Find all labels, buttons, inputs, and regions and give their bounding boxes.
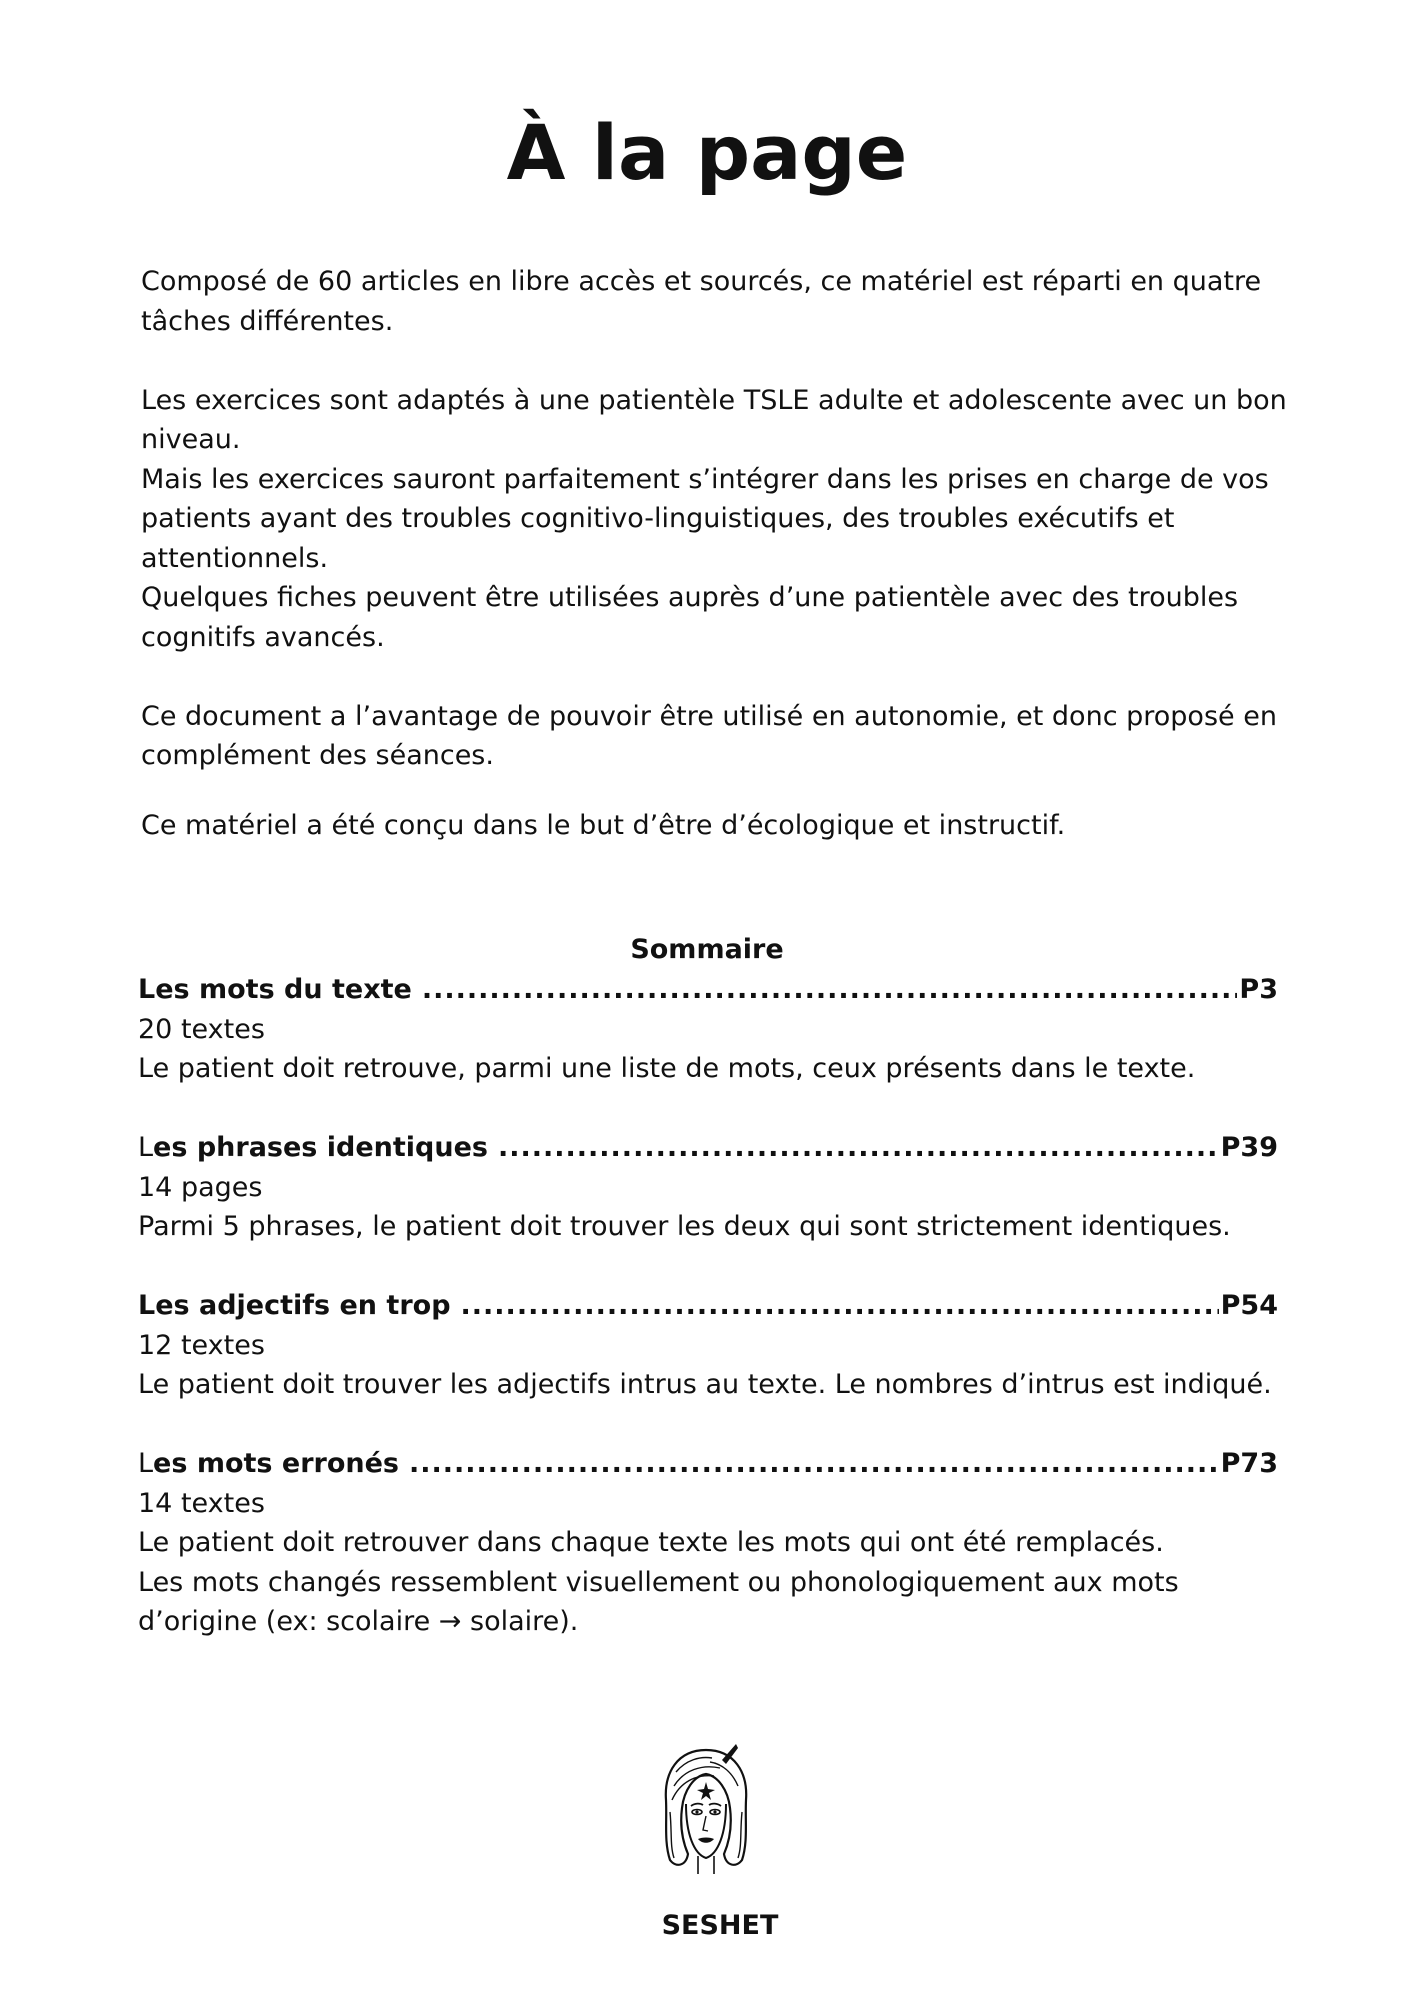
toc-entry-title: L es mots erronés ..... P73 [138,1444,1278,1484]
toc-entry [138,1128,1278,1247]
intro-paragraph: Ce document a l’avantage de pouvoir être utilisé en autonomie, et donc proposé en complément des séances. [141,700,1277,771]
intro-paragraph: Quelques fiches peuvent être utilisées auprès d’une patientèle avec des troubles cognitifs avancés. [141,582,1239,653]
toc-entry-count: 12 textes [138,1329,265,1361]
logo-name: SESHET [661,1910,779,1941]
toc-page-number: P39 [1220,1132,1278,1163]
toc-entry [138,1444,1278,1642]
toc-entry-title: Les mots du texte ..... P3 [138,970,1278,1010]
toc-page-number: P54 [1220,1290,1278,1321]
toc-entry-description: Les mots changés ressemblent visuellement ou phonologiquement aux mots d’origine (ex: scolaire → solaire). [138,1566,1179,1637]
toc-page-number: P73 [1220,1448,1278,1479]
toc-entry-description: Le patient doit retrouver dans chaque texte les mots qui ont été remplacés. [138,1527,1164,1558]
toc-entry-count: 20 textes [138,1013,265,1045]
intro-section [141,262,1321,845]
toc-entry-description: Parmi 5 phrases, le patient doit trouver les deux qui sont strictement identiques. [138,1211,1231,1242]
toc-leader-dots [498,1128,1219,1168]
toc-leader-dots [422,970,1238,1010]
toc-entry-count: 14 textes [138,1487,265,1519]
toc-heading: Sommaire [630,934,784,965]
toc-entry-description: Le patient doit retrouve, parmi une liste de mots, ceux présents dans le texte. [138,1053,1196,1084]
toc-page-number: P3 [1239,974,1278,1005]
intro-paragraph: Les exercices sont adaptés à une patientèle TSLE adulte et adolescente avec un bon niveau. [141,384,1287,455]
toc-entry [138,1286,1278,1405]
toc-entry-title: Les adjectifs en trop ..... P54 [138,1286,1278,1326]
toc-entry [138,970,1278,1089]
seshet-face-icon [656,1742,756,1882]
toc-leader-dots [409,1444,1219,1484]
table-of-contents [138,970,1278,1681]
toc-entry-count: 14 pages [138,1171,263,1203]
toc-entry-description: Le patient doit trouver les adjectifs intrus au texte. Le nombres d’intrus est indiqué. [138,1369,1272,1400]
document-title: À la page [506,108,908,197]
toc-entry-title: L es phrases identiques ..... P39 [138,1128,1278,1168]
intro-paragraph: Ce matériel a été conçu dans le but d’être d’écologique et instructif. [141,809,1066,841]
intro-paragraph: Composé de 60 articles en libre accès et sourcés, ce matériel est réparti en quatre tâches différentes. [141,266,1262,337]
toc-leader-dots [461,1286,1219,1326]
intro-paragraph: Mais les exercices sauront parfaitement s’intégrer dans les prises en charge de vos patients ayant des troubles cognitivo-linguistiques, des troubles exécutifs et attentionnels. [141,463,1269,574]
